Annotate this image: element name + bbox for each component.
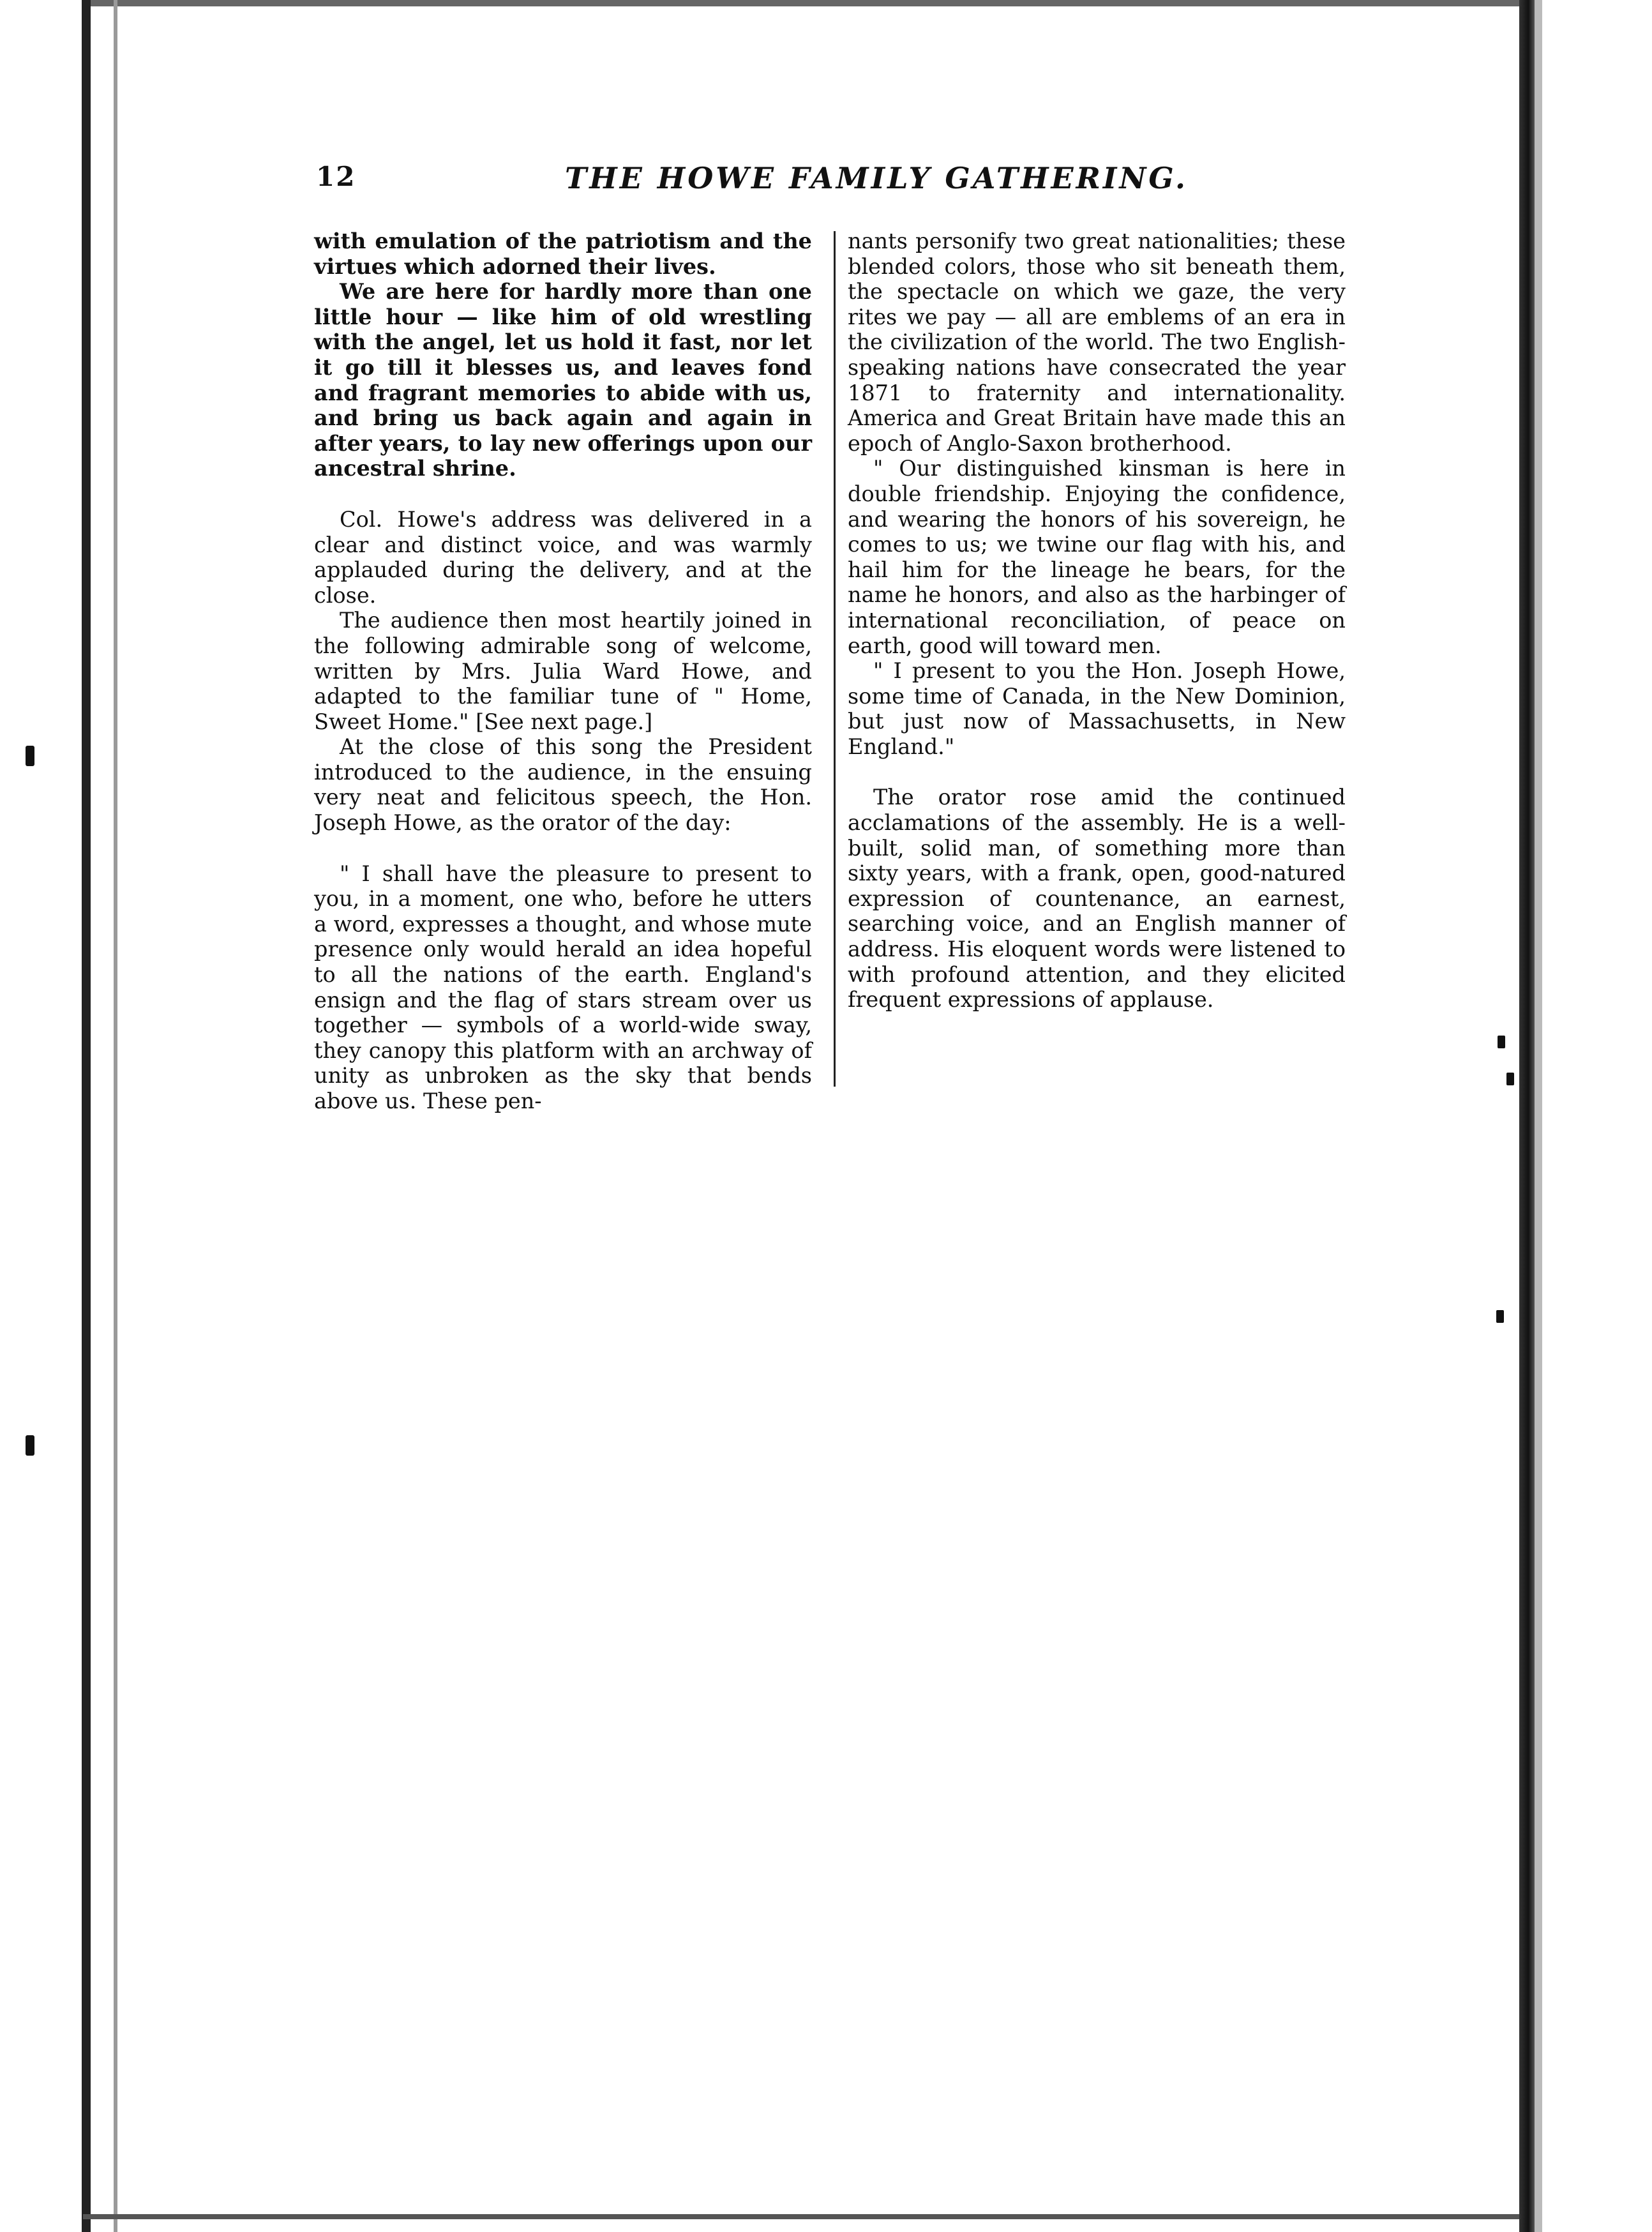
scan-edge-right-outer	[1535, 0, 1542, 2232]
column-divider	[834, 231, 836, 1087]
paragraph: " I present to you the Hon. Joseph Howe, some time of Canada, in the New Dominion, but just now of Massachusetts, in New England."	[848, 658, 1346, 759]
scan-edge-top	[82, 0, 1524, 6]
scan-mark	[26, 1435, 34, 1456]
scan-mark	[26, 746, 34, 766]
paragraph-gap	[314, 836, 812, 861]
scan-mark	[1506, 1073, 1514, 1085]
scan-edge-left	[82, 0, 91, 2232]
scan-edge-left-inner	[114, 0, 117, 2232]
scan-mark	[1496, 1310, 1504, 1323]
paragraph: At the close of this song the President introduced to the audience, in the ensuing very neat and felicitous speech, the Hon. Joseph Howe, as the orator of the day:	[314, 734, 812, 836]
paragraph: We are here for hardly more than one little hour — like him of old wrestling with the angel, let us hold it fast, nor let it go till it blesses us, and leaves fond and fragrant memories to abide with us, and bring us back again and again in after years, to lay new offerings upon our ancestral shrine.	[314, 279, 812, 481]
running-title: THE HOWE FAMILY GATHERING.	[565, 161, 1189, 195]
paragraph: " Our distinguished kinsman is here in double friendship. Enjoying the confidence, and wearing the honors of his sovereign, he comes to us; we twine our flag with his, and hail him for the lineage he bears, for the name he honors, and also as the harbinger of international reconciliation, of peace on earth, good will toward men.	[848, 456, 1346, 658]
left-column	[314, 229, 812, 1114]
paragraph: The audience then most heartily joined in the following admirable song of welcome, written by Mrs. Julia Ward Howe, and adapted to the familiar tune of " Home, Sweet Home." [See next page.]	[314, 608, 812, 734]
scan-edge-bottom	[83, 2214, 1519, 2219]
paragraph-gap	[848, 759, 1346, 785]
paragraph: Col. Howe's address was delivered in a clear and distinct voice, and was warmly applauded during the delivery, and at the close.	[314, 506, 812, 608]
paragraph: The orator rose amid the continued acclamations of the assembly. He is a well-built, solid man, of something more than sixty years, with a frank, open, good-natured expression of countenance, an earnest, searching voice, and an English manner of address. His eloquent words were listened to with profound attention, and they elicited frequent expressions of applause.	[848, 785, 1346, 1013]
scan-edge-right	[1519, 0, 1535, 2232]
right-column	[848, 229, 1346, 1013]
page-number: 12	[316, 161, 356, 192]
running-header	[316, 161, 1363, 199]
paragraph: nants personify two great nationalities; these blended colors, those who sit beneath them, the spectacle on which we gaze, the very rites we pay — all are emblems of an era in the civilization of the world. The two English-speaking nations have consecrated the year 1871 to fraternity and internationality. America and Great Britain have made this an epoch of Anglo-Saxon brotherhood.	[848, 229, 1346, 456]
scan-mark	[1498, 1036, 1505, 1048]
paragraph-gap	[314, 481, 812, 507]
paragraph: " I shall have the pleasure to present to you, in a moment, one who, before he utters a word, expresses a thought, and whose mute presence only would herald an idea hopeful to all the nations of the earth. England's ensign and the flag of stars stream over us together — symbols of a world-wide sway, they canopy this platform with an archway of unity as unbroken as the sky that bends above us. These pen-	[314, 861, 812, 1113]
paragraph: with emulation of the patriotism and the virtues which adorned their lives.	[314, 229, 812, 279]
